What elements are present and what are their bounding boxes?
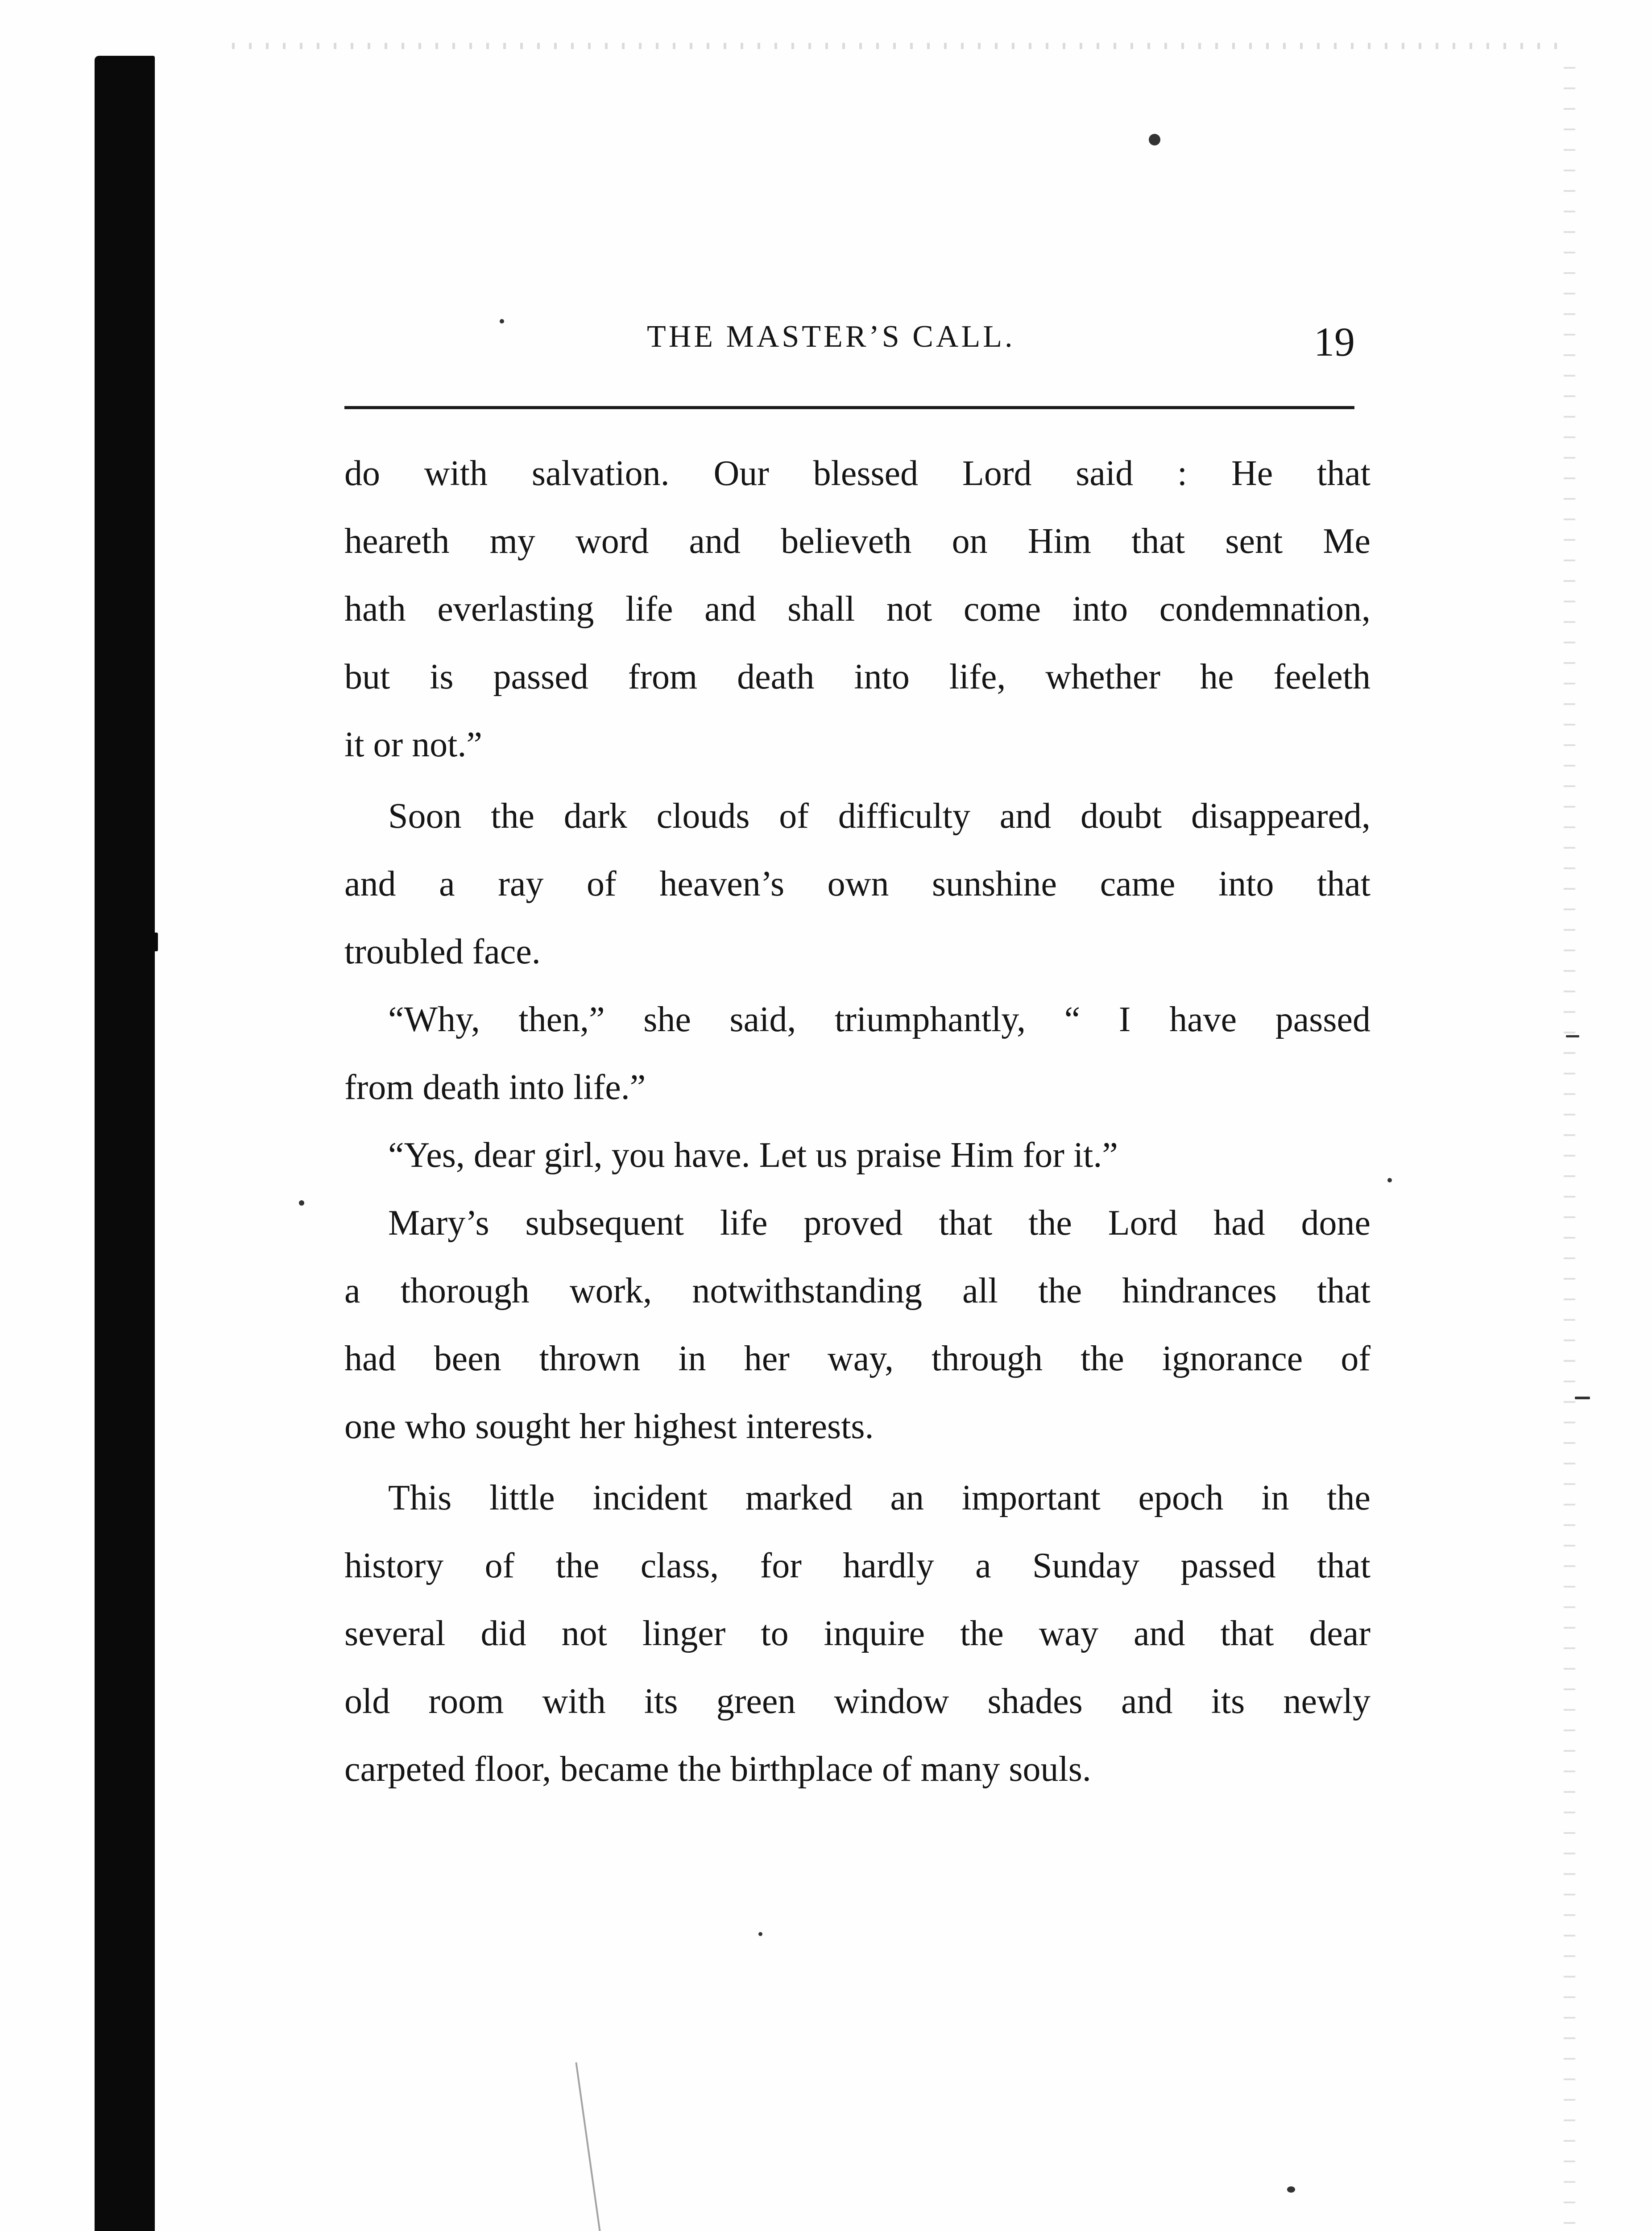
text-line: old room with its green window shades and its newly [344,1682,1370,1721]
text-line: from death into life.” [344,1068,646,1107]
text-line: several did not linger to inquire the way and that dear [344,1614,1370,1653]
ink-speck [1387,1178,1392,1182]
text-line: do with salvation. Our blessed Lord said : He that [344,454,1370,493]
text-line: hath everlasting life and shall not come into condemnation, [344,589,1370,629]
binding-edge [95,56,155,2231]
text-line: a thorough work, notwithstanding all the hindrances that [344,1271,1370,1310]
text-line: “Why, then,” she said, triumphantly, “ I have passed [388,1000,1370,1039]
text-line: and a ray of heaven’s own sunshine came into that [344,864,1370,904]
text-line: Mary’s subsequent life proved that the Lord had done [388,1203,1370,1243]
text-line: but is passed from death into life, whether he feeleth [344,657,1370,697]
ink-speck [1287,2186,1295,2193]
text-line: troubled face. [344,932,541,971]
text-line: This little incident marked an important epoch in the [388,1478,1370,1518]
ink-speck [1566,1035,1579,1037]
text-line: had been thrown in her way, through the ignorance of [344,1339,1370,1378]
ink-speck [500,319,504,323]
ink-speck [1149,134,1160,145]
running-head-title: THE MASTER’S CALL. [647,319,1015,354]
header-rule [344,406,1354,409]
binding-notch [147,933,158,951]
right-edge-noise [1564,67,1575,2231]
ink-speck [299,1200,304,1206]
ink-speck [758,1932,762,1936]
text-line: history of the class, for hardly a Sunday passed that [344,1546,1370,1585]
ink-speck [1575,1397,1590,1399]
top-edge-noise [232,43,1570,49]
body-text [344,440,1370,1803]
text-line: heareth my word and believeth on Him that sent Me [344,522,1370,561]
text-line: carpeted floor, became the birthplace of many souls. [344,1750,1091,1789]
text-line: one who sought her highest interests. [344,1407,874,1446]
page-number: 19 [1314,319,1355,365]
paper-crease [575,2062,604,2231]
text-line: Soon the dark clouds of difficulty and doubt disappeared, [388,796,1370,836]
text-line: it or not.” [344,725,482,764]
text-line: “Yes, dear girl, you have. Let us praise Him for it.” [388,1136,1118,1175]
